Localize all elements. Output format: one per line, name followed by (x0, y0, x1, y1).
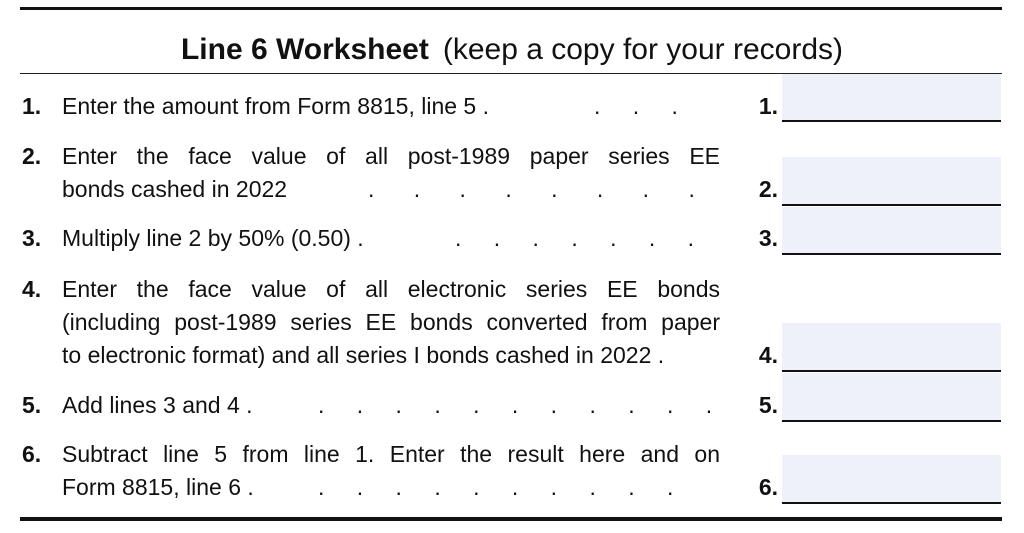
amount-underline (782, 253, 1001, 255)
line-text-row: (including post-1989 series EE bonds converted from paper (62, 309, 720, 335)
leader-dots: . . . . . . . . (368, 176, 695, 202)
line-number: 4. (22, 276, 42, 302)
line-ref-number: 1. (758, 93, 778, 119)
amount-underline (782, 120, 1001, 122)
leader-dots: . . . . . . . . . . (318, 474, 674, 500)
line-ref-number: 4. (758, 342, 778, 368)
worksheet-title-row (0, 32, 1024, 68)
line-number: 3. (22, 225, 42, 251)
line-text-row: Add lines 3 and 4 . (62, 392, 253, 418)
line-ref-number: 3. (758, 225, 778, 251)
amount-field-line-6[interactable] (782, 455, 1001, 503)
line-text-row: Form 8815, line 6 . (62, 474, 254, 500)
line-text-row: Subtract line 5 from line 1. Enter the result here and on (62, 441, 720, 467)
line-number: 2. (22, 143, 42, 169)
line-number: 5. (22, 392, 42, 418)
amount-field-line-3[interactable] (782, 207, 1001, 254)
amount-underline (782, 502, 1001, 504)
line-text-row: to electronic format) and all series I bonds cashed in 2022 . (62, 342, 665, 368)
amount-underline (782, 204, 1001, 206)
amount-field-line-2[interactable] (782, 157, 1001, 205)
line-text-row: Multiply line 2 by 50% (0.50) . (62, 225, 364, 251)
line-text-row: bonds cashed in 2022 (62, 176, 288, 202)
leader-dots: . . . . . . . (455, 225, 695, 251)
amount-underline (782, 370, 1001, 372)
leader-dots: . . . (594, 93, 678, 119)
top-rule (20, 7, 1002, 10)
worksheet-subtitle: (keep a copy for your records) (442, 33, 844, 66)
line-number: 6. (22, 441, 42, 467)
line-ref-number: 6. (758, 474, 778, 500)
line-ref-number: 5. (758, 392, 778, 418)
amount-field-line-1[interactable] (782, 74, 1001, 121)
line-text-row: Enter the face value of all electronic series EE bonds (62, 276, 720, 302)
worksheet-title: Line 6 Worksheet (180, 33, 429, 66)
line-text (62, 273, 720, 372)
line-text-row: Enter the face value of all post-1989 paper series EE (62, 143, 720, 169)
amount-field-line-4[interactable] (782, 323, 1001, 371)
bottom-rule (20, 517, 1002, 521)
line-ref-number: 2. (758, 176, 778, 202)
line-text-row: Enter the amount from Form 8815, line 5 . (62, 93, 489, 119)
amount-underline (782, 420, 1001, 422)
line-number: 1. (22, 93, 42, 119)
leader-dots: . . . . . . . . . . . (318, 392, 713, 418)
amount-field-line-5[interactable] (782, 373, 1001, 421)
